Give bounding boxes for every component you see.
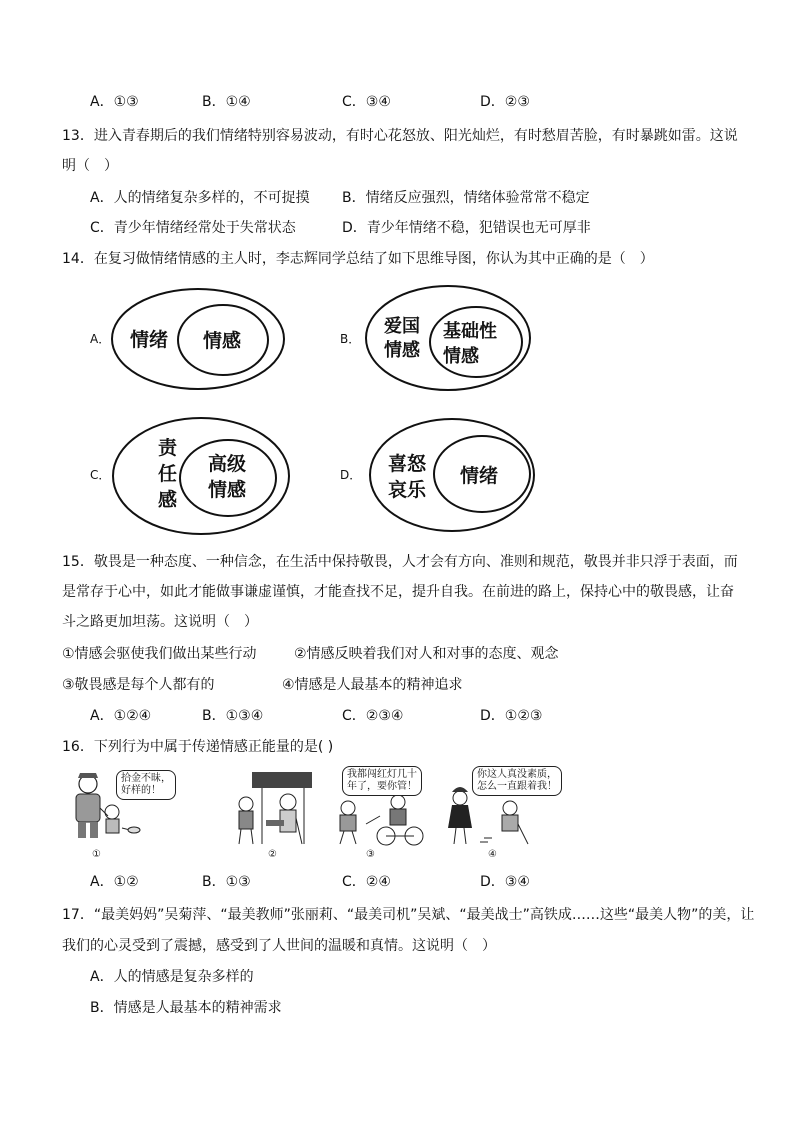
q16-bubble-2: 我都闯红灯几十 年了，要你管！ <box>342 766 422 796</box>
q16-stem: 16．下列行为中属于传递情感正能量的是( ) <box>62 739 334 755</box>
q15-stem-line3: 斗之路更加坦荡。这说明（ ） <box>62 614 258 630</box>
q16-caption-4: ④ <box>488 849 497 860</box>
q14-diagram-a-label: A． <box>90 332 111 346</box>
q14-diagram-c-inner-1: 高级 <box>208 453 247 475</box>
q14-diagram-b <box>362 282 534 394</box>
q15-statement-4: ④情感是人最基本的精神追求 <box>282 677 463 693</box>
q15-statement-3: ③敬畏感是每个人都有的 <box>62 677 215 693</box>
q14-diagram-a <box>108 284 288 394</box>
q14-diagram-c-inner-2: 情感 <box>208 479 247 501</box>
q16-option-c: C．②④ <box>342 874 391 890</box>
q17-stem-line2: 我们的心灵受到了震撼，感受到了人世间的温暖和真情。这说明（ ） <box>62 938 496 954</box>
q15-statement-1: ①情感会驱使我们做出某些行动 <box>62 646 257 662</box>
q16-option-d: D．③④ <box>480 874 530 890</box>
q14-diagram-c <box>108 414 294 538</box>
q14-diagram-c-outer-2: 任 <box>158 463 178 485</box>
q15-stem-line1: 15．敬畏是一种态度、一种信念，在生活中保持敬畏，人才会有方向、准则和规范，敬畏并非只浮于表面，而 <box>62 554 738 570</box>
q15-option-b: B．①③④ <box>202 708 264 724</box>
q16-caption-3: ③ <box>366 849 375 860</box>
q17-option-a: A．人的情感是复杂多样的 <box>90 969 254 985</box>
q14-diagram-d <box>366 414 540 536</box>
q15-stem-line2: 是常存于心中，如此才能做事谦虚谨慎，才能查找不足，提升自我。在前进的路上，保持心中的敬畏感，让奋 <box>62 584 734 600</box>
q13-option-d: D．青少年情绪不稳，犯错误也无可厚非 <box>342 220 591 236</box>
q15-statement-2: ②情感反映着我们对人和对事的态度、观念 <box>294 646 559 662</box>
q14-diagram-a-inner: 情感 <box>203 330 242 352</box>
q15-option-c: C．②③④ <box>342 708 404 724</box>
q17-stem-line1: 17．“最美妈妈”吴菊萍、“最美教师”张丽莉、“最美司机”吴斌、“最美战士”高铁成……这些“最美人物”的美，让 <box>62 907 755 923</box>
q16-caption-2: ② <box>268 849 277 860</box>
q12-option-b: B．①④ <box>202 94 251 110</box>
q14-stem: 14．在复习做情绪情感的主人时，李志辉同学总结了如下思维导图，你认为其中正确的是（ ） <box>62 251 654 267</box>
q13-option-c: C．青少年情绪经常处于失常状态 <box>90 220 296 236</box>
q14-diagram-c-label: C． <box>90 468 111 482</box>
q14-diagram-d-outer-1: 喜怒 <box>388 453 427 475</box>
q16-option-b: B．①③ <box>202 874 251 890</box>
q15-option-a: A．①②④ <box>90 708 152 724</box>
q14-diagram-c-outer-1: 责 <box>158 437 178 459</box>
q12-option-a: A．①③ <box>90 94 139 110</box>
q16-caption-1: ① <box>92 849 101 860</box>
q14-diagram-c-outer-3: 感 <box>158 489 178 511</box>
q14-diagram-b-label: B． <box>340 332 361 346</box>
q14-diagram-a-outer: 情绪 <box>130 329 169 351</box>
q13-stem-line1: 13．进入青春期后的我们情绪特别容易波动，有时心花怒放、阳光灿烂，有时愁眉苦脸，有时暴跳如雷。这说 <box>62 128 738 144</box>
q12-option-d: D．②③ <box>480 94 530 110</box>
q14-diagram-d-label: D． <box>340 468 362 482</box>
q13-stem-line2: 明（ ） <box>62 158 118 174</box>
q12-option-c: C．③④ <box>342 94 391 110</box>
q14-diagram-d-inner: 情绪 <box>460 465 499 487</box>
q15-option-d: D．①②③ <box>480 708 543 724</box>
q14-diagram-b-inner-2: 情感 <box>443 346 479 367</box>
q13-option-b: B．情绪反应强烈，情绪体验常常不稳定 <box>342 190 590 206</box>
q16-cartoon-2 <box>226 768 320 850</box>
q17-option-b: B．情感是人最基本的精神需求 <box>90 1000 282 1016</box>
q16-bubble-1: 拾金不昧， 好样的！ <box>116 770 176 800</box>
q13-option-a: A．人的情绪复杂多样的，不可捉摸 <box>90 190 310 206</box>
q16-bubble-3: 你这人真没素质， 怎么一直跟着我！ <box>472 766 562 796</box>
q14-diagram-b-outer-1: 爱国 <box>384 316 420 337</box>
q14-diagram-b-inner-1: 基础性 <box>443 321 497 342</box>
q16-option-a: A．①② <box>90 874 139 890</box>
q14-diagram-b-outer-2: 情感 <box>384 340 420 361</box>
q14-diagram-d-outer-2: 哀乐 <box>388 479 427 501</box>
